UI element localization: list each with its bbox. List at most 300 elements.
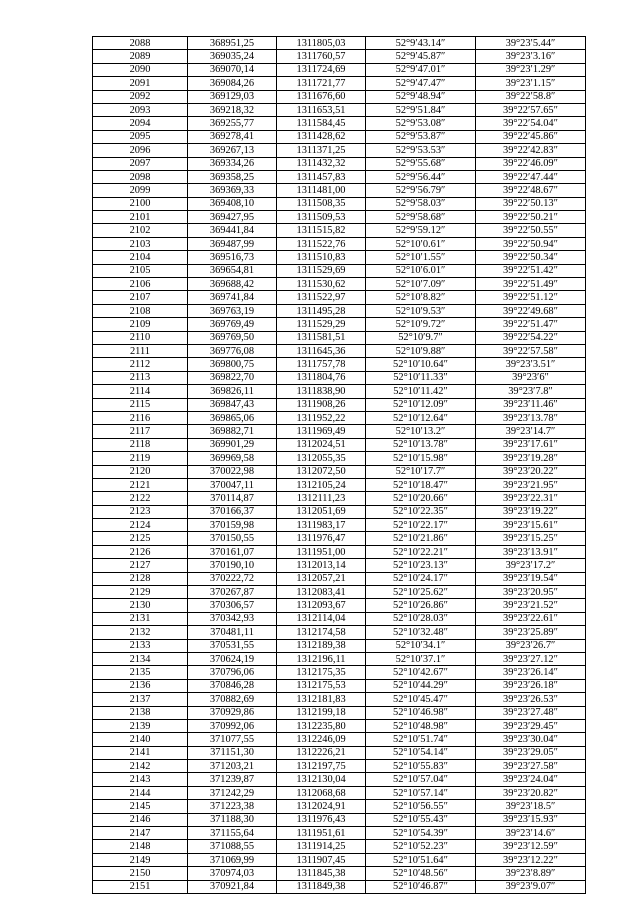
longitude-cell: 39°22′51.47″ (476, 318, 586, 331)
table-row (93, 304, 586, 317)
latitude-cell: 52°10′52.23″ (366, 840, 476, 853)
y-coordinate-cell: 1311676,60 (277, 90, 366, 103)
latitude-cell: 52°10′42.67″ (366, 666, 476, 679)
table-row (93, 827, 586, 840)
latitude-cell: 52°10′32.48″ (366, 626, 476, 639)
y-coordinate-cell: 1312105,24 (277, 478, 366, 491)
longitude-cell: 39°23′21.52″ (476, 599, 586, 612)
longitude-cell: 39°22′49.68″ (476, 304, 586, 317)
latitude-cell: 52°9′58.68″ (366, 211, 476, 224)
latitude-cell: 52°10′55.43″ (366, 813, 476, 826)
longitude-cell: 39°23′30.04″ (476, 733, 586, 746)
point-number-cell: 2135 (93, 666, 188, 679)
longitude-cell: 39°23′1.15″ (476, 77, 586, 90)
y-coordinate-cell: 1311907,45 (277, 853, 366, 866)
point-number-cell: 2120 (93, 465, 188, 478)
longitude-cell: 39°23′18.5″ (476, 800, 586, 813)
y-coordinate-cell: 1311757,78 (277, 358, 366, 371)
point-number-cell: 2103 (93, 237, 188, 250)
x-coordinate-cell: 369334,26 (188, 157, 277, 170)
point-number-cell: 2102 (93, 224, 188, 237)
point-number-cell: 2116 (93, 411, 188, 424)
table-row (93, 572, 586, 585)
table-row (93, 492, 586, 505)
x-coordinate-cell: 371151,30 (188, 746, 277, 759)
table-row (93, 532, 586, 545)
y-coordinate-cell: 1311581,51 (277, 331, 366, 344)
longitude-cell: 39°23′19.54″ (476, 572, 586, 585)
y-coordinate-cell: 1312175,53 (277, 679, 366, 692)
x-coordinate-cell: 369035,24 (188, 50, 277, 63)
longitude-cell: 39°22′51.12″ (476, 291, 586, 304)
longitude-cell: 39°23′20.82″ (476, 786, 586, 799)
latitude-cell: 52°10′28.03″ (366, 612, 476, 625)
longitude-cell: 39°23′3.16″ (476, 50, 586, 63)
x-coordinate-cell: 370481,11 (188, 626, 277, 639)
table-row (93, 77, 586, 90)
latitude-cell: 52°10′9.88″ (366, 344, 476, 357)
table-row (93, 358, 586, 371)
longitude-cell: 39°23′19.28″ (476, 452, 586, 465)
x-coordinate-cell: 370974,03 (188, 867, 277, 880)
point-number-cell: 2136 (93, 679, 188, 692)
x-coordinate-cell: 370161,07 (188, 545, 277, 558)
latitude-cell: 52°10′51.64″ (366, 853, 476, 866)
longitude-cell: 39°23′12.22″ (476, 853, 586, 866)
longitude-cell: 39°23′15.61″ (476, 519, 586, 532)
point-number-cell: 2119 (93, 452, 188, 465)
latitude-cell: 52°9′53.08″ (366, 117, 476, 130)
table-row (93, 331, 586, 344)
latitude-cell: 52°10′13.78″ (366, 438, 476, 451)
y-coordinate-cell: 1311838,90 (277, 385, 366, 398)
table-row (93, 719, 586, 732)
latitude-cell: 52°10′44.29″ (366, 679, 476, 692)
table-row (93, 652, 586, 665)
table-row (93, 144, 586, 157)
table-row (93, 639, 586, 652)
x-coordinate-cell: 369654,81 (188, 264, 277, 277)
longitude-cell: 39°22′51.49″ (476, 278, 586, 291)
x-coordinate-cell: 370150,55 (188, 532, 277, 545)
point-number-cell: 2101 (93, 211, 188, 224)
table-row (93, 599, 586, 612)
coordinates-table-body (93, 37, 586, 894)
x-coordinate-cell: 369769,50 (188, 331, 277, 344)
point-number-cell: 2118 (93, 438, 188, 451)
longitude-cell: 39°22′42.83″ (476, 144, 586, 157)
longitude-cell: 39°23′3.51″ (476, 358, 586, 371)
x-coordinate-cell: 370190,10 (188, 559, 277, 572)
latitude-cell: 52°10′48.56″ (366, 867, 476, 880)
y-coordinate-cell: 1311804,76 (277, 371, 366, 384)
y-coordinate-cell: 1311908,26 (277, 398, 366, 411)
latitude-cell: 52°10′37.1″ (366, 652, 476, 665)
point-number-cell: 2114 (93, 385, 188, 398)
latitude-cell: 52°10′48.98″ (366, 719, 476, 732)
table-row (93, 786, 586, 799)
point-number-cell: 2141 (93, 746, 188, 759)
point-number-cell: 2091 (93, 77, 188, 90)
point-number-cell: 2106 (93, 278, 188, 291)
x-coordinate-cell: 369218,32 (188, 103, 277, 116)
latitude-cell: 52°9′43.14″ (366, 37, 476, 50)
table-row (93, 63, 586, 76)
y-coordinate-cell: 1312196,11 (277, 652, 366, 665)
x-coordinate-cell: 371239,87 (188, 773, 277, 786)
x-coordinate-cell: 370166,37 (188, 505, 277, 518)
point-number-cell: 2121 (93, 478, 188, 491)
x-coordinate-cell: 369882,71 (188, 425, 277, 438)
y-coordinate-cell: 1311530,62 (277, 278, 366, 291)
x-coordinate-cell: 371242,29 (188, 786, 277, 799)
x-coordinate-cell: 369070,14 (188, 63, 277, 76)
x-coordinate-cell: 369278,41 (188, 130, 277, 143)
x-coordinate-cell: 369969,58 (188, 452, 277, 465)
longitude-cell: 39°23′21.95″ (476, 478, 586, 491)
longitude-cell: 39°23′26.14″ (476, 666, 586, 679)
table-row (93, 37, 586, 50)
x-coordinate-cell: 370882,69 (188, 693, 277, 706)
longitude-cell: 39°23′15.25″ (476, 532, 586, 545)
longitude-cell: 39°23′13.78″ (476, 411, 586, 424)
latitude-cell: 52°10′17.7″ (366, 465, 476, 478)
x-coordinate-cell: 371069,99 (188, 853, 277, 866)
table-row (93, 157, 586, 170)
point-number-cell: 2123 (93, 505, 188, 518)
table-row (93, 50, 586, 63)
table-row (93, 278, 586, 291)
table-row (93, 224, 586, 237)
point-number-cell: 2094 (93, 117, 188, 130)
table-row (93, 411, 586, 424)
x-coordinate-cell: 369865,06 (188, 411, 277, 424)
y-coordinate-cell: 1312174,58 (277, 626, 366, 639)
longitude-cell: 39°22′57.65″ (476, 103, 586, 116)
latitude-cell: 52°10′20.66″ (366, 492, 476, 505)
y-coordinate-cell: 1312057,21 (277, 572, 366, 585)
longitude-cell: 39°23′11.46″ (476, 398, 586, 411)
point-number-cell: 2100 (93, 197, 188, 210)
y-coordinate-cell: 1312083,41 (277, 586, 366, 599)
x-coordinate-cell: 369129,03 (188, 90, 277, 103)
longitude-cell: 39°23′1.29″ (476, 63, 586, 76)
y-coordinate-cell: 1311724,69 (277, 63, 366, 76)
latitude-cell: 52°10′25.62″ (366, 586, 476, 599)
x-coordinate-cell: 371155,64 (188, 827, 277, 840)
point-number-cell: 2113 (93, 371, 188, 384)
longitude-cell: 39°23′14.6″ (476, 827, 586, 840)
y-coordinate-cell: 1311515,82 (277, 224, 366, 237)
x-coordinate-cell: 369358,25 (188, 170, 277, 183)
y-coordinate-cell: 1312051,69 (277, 505, 366, 518)
point-number-cell: 2126 (93, 545, 188, 558)
x-coordinate-cell: 371203,21 (188, 760, 277, 773)
table-row (93, 237, 586, 250)
table-row (93, 586, 586, 599)
y-coordinate-cell: 1312093,67 (277, 599, 366, 612)
x-coordinate-cell: 371077,55 (188, 733, 277, 746)
longitude-cell: 39°23′20.22″ (476, 465, 586, 478)
latitude-cell: 52°10′22.17″ (366, 519, 476, 532)
latitude-cell: 52°10′46.87″ (366, 880, 476, 893)
point-number-cell: 2108 (93, 304, 188, 317)
table-row (93, 666, 586, 679)
table-row (93, 679, 586, 692)
y-coordinate-cell: 1311976,47 (277, 532, 366, 545)
point-number-cell: 2129 (93, 586, 188, 599)
y-coordinate-cell: 1311805,03 (277, 37, 366, 50)
x-coordinate-cell: 370022,98 (188, 465, 277, 478)
table-row (93, 813, 586, 826)
point-number-cell: 2092 (93, 90, 188, 103)
x-coordinate-cell: 369427,95 (188, 211, 277, 224)
table-row (93, 545, 586, 558)
point-number-cell: 2139 (93, 719, 188, 732)
y-coordinate-cell: 1312024,91 (277, 800, 366, 813)
latitude-cell: 52°10′22.35″ (366, 505, 476, 518)
x-coordinate-cell: 369267,13 (188, 144, 277, 157)
y-coordinate-cell: 1312199,18 (277, 706, 366, 719)
x-coordinate-cell: 368951,25 (188, 37, 277, 50)
point-number-cell: 2090 (93, 63, 188, 76)
y-coordinate-cell: 1312226,21 (277, 746, 366, 759)
x-coordinate-cell: 370267,87 (188, 586, 277, 599)
point-number-cell: 2128 (93, 572, 188, 585)
table-row (93, 559, 586, 572)
table-row (93, 130, 586, 143)
latitude-cell: 52°10′15.98″ (366, 452, 476, 465)
x-coordinate-cell: 369408,10 (188, 197, 277, 210)
point-number-cell: 2146 (93, 813, 188, 826)
x-coordinate-cell: 370342,93 (188, 612, 277, 625)
longitude-cell: 39°22′47.44″ (476, 170, 586, 183)
y-coordinate-cell: 1312068,68 (277, 786, 366, 799)
point-number-cell: 2115 (93, 398, 188, 411)
latitude-cell: 52°10′34.1″ (366, 639, 476, 652)
latitude-cell: 52°10′54.39″ (366, 827, 476, 840)
longitude-cell: 39°22′50.34″ (476, 251, 586, 264)
longitude-cell: 39°23′17.61″ (476, 438, 586, 451)
x-coordinate-cell: 370159,98 (188, 519, 277, 532)
latitude-cell: 52°9′53.87″ (366, 130, 476, 143)
x-coordinate-cell: 369516,73 (188, 251, 277, 264)
longitude-cell: 39°23′26.7″ (476, 639, 586, 652)
y-coordinate-cell: 1312189,38 (277, 639, 366, 652)
y-coordinate-cell: 1312024,51 (277, 438, 366, 451)
y-coordinate-cell: 1311760,57 (277, 50, 366, 63)
table-row (93, 465, 586, 478)
point-number-cell: 2132 (93, 626, 188, 639)
table-row (93, 773, 586, 786)
latitude-cell: 52°10′55.83″ (366, 760, 476, 773)
longitude-cell: 39°22′54.04″ (476, 117, 586, 130)
point-number-cell: 2125 (93, 532, 188, 545)
y-coordinate-cell: 1311976,43 (277, 813, 366, 826)
x-coordinate-cell: 369441,84 (188, 224, 277, 237)
latitude-cell: 52°9′55.68″ (366, 157, 476, 170)
point-number-cell: 2142 (93, 760, 188, 773)
latitude-cell: 52°10′9.53″ (366, 304, 476, 317)
point-number-cell: 2107 (93, 291, 188, 304)
table-row (93, 170, 586, 183)
latitude-cell: 52°10′56.55″ (366, 800, 476, 813)
latitude-cell: 52°10′6.01″ (366, 264, 476, 277)
latitude-cell: 52°10′24.17″ (366, 572, 476, 585)
y-coordinate-cell: 1312055,35 (277, 452, 366, 465)
longitude-cell: 39°23′22.61″ (476, 612, 586, 625)
point-number-cell: 2117 (93, 425, 188, 438)
point-number-cell: 2095 (93, 130, 188, 143)
longitude-cell: 39°23′17.2″ (476, 559, 586, 572)
y-coordinate-cell: 1311951,61 (277, 827, 366, 840)
y-coordinate-cell: 1311432,32 (277, 157, 366, 170)
point-number-cell: 2138 (93, 706, 188, 719)
longitude-cell: 39°23′22.31″ (476, 492, 586, 505)
y-coordinate-cell: 1312175,35 (277, 666, 366, 679)
x-coordinate-cell: 370114,87 (188, 492, 277, 505)
x-coordinate-cell: 370624,19 (188, 652, 277, 665)
table-row (93, 478, 586, 491)
latitude-cell: 52°9′53.53″ (366, 144, 476, 157)
point-number-cell: 2122 (93, 492, 188, 505)
x-coordinate-cell: 370929,86 (188, 706, 277, 719)
x-coordinate-cell: 369741,84 (188, 291, 277, 304)
latitude-cell: 52°10′26.86″ (366, 599, 476, 612)
y-coordinate-cell: 1311951,00 (277, 545, 366, 558)
point-number-cell: 2099 (93, 184, 188, 197)
point-number-cell: 2109 (93, 318, 188, 331)
longitude-cell: 39°23′12.59″ (476, 840, 586, 853)
latitude-cell: 52°9′45.87″ (366, 50, 476, 63)
x-coordinate-cell: 369769,49 (188, 318, 277, 331)
x-coordinate-cell: 369901,29 (188, 438, 277, 451)
table-row (93, 117, 586, 130)
latitude-cell: 52°9′47.01″ (366, 63, 476, 76)
y-coordinate-cell: 1312013,14 (277, 559, 366, 572)
table-row (93, 626, 586, 639)
x-coordinate-cell: 369763,19 (188, 304, 277, 317)
point-number-cell: 2088 (93, 37, 188, 50)
point-number-cell: 2096 (93, 144, 188, 157)
longitude-cell: 39°22′51.42″ (476, 264, 586, 277)
table-row (93, 184, 586, 197)
point-number-cell: 2143 (93, 773, 188, 786)
table-row (93, 90, 586, 103)
latitude-cell: 52°9′51.84″ (366, 103, 476, 116)
latitude-cell: 52°10′51.74″ (366, 733, 476, 746)
table-row (93, 693, 586, 706)
table-row (93, 867, 586, 880)
y-coordinate-cell: 1311845,38 (277, 867, 366, 880)
latitude-cell: 52°10′23.13″ (366, 559, 476, 572)
x-coordinate-cell: 369822,70 (188, 371, 277, 384)
x-coordinate-cell: 371188,30 (188, 813, 277, 826)
x-coordinate-cell: 369084,26 (188, 77, 277, 90)
point-number-cell: 2145 (93, 800, 188, 813)
longitude-cell: 39°23′24.04″ (476, 773, 586, 786)
latitude-cell: 52°10′12.64″ (366, 411, 476, 424)
latitude-cell: 52°9′56.44″ (366, 170, 476, 183)
table-row (93, 760, 586, 773)
x-coordinate-cell: 371088,55 (188, 840, 277, 853)
x-coordinate-cell: 369847,43 (188, 398, 277, 411)
y-coordinate-cell: 1311645,36 (277, 344, 366, 357)
longitude-cell: 39°23′25.89″ (476, 626, 586, 639)
longitude-cell: 39°23′13.91″ (476, 545, 586, 558)
y-coordinate-cell: 1311952,22 (277, 411, 366, 424)
longitude-cell: 39°23′27.12″ (476, 652, 586, 665)
longitude-cell: 39°23′29.45″ (476, 719, 586, 732)
table-row (93, 385, 586, 398)
y-coordinate-cell: 1311529,29 (277, 318, 366, 331)
point-number-cell: 2104 (93, 251, 188, 264)
x-coordinate-cell: 369255,77 (188, 117, 277, 130)
table-row (93, 344, 586, 357)
y-coordinate-cell: 1311428,62 (277, 130, 366, 143)
y-coordinate-cell: 1312111,23 (277, 492, 366, 505)
latitude-cell: 52°10′54.14″ (366, 746, 476, 759)
point-number-cell: 2134 (93, 652, 188, 665)
y-coordinate-cell: 1311849,38 (277, 880, 366, 893)
latitude-cell: 52°9′47.47″ (366, 77, 476, 90)
longitude-cell: 39°23′26.18″ (476, 679, 586, 692)
y-coordinate-cell: 1311481,00 (277, 184, 366, 197)
y-coordinate-cell: 1311510,83 (277, 251, 366, 264)
y-coordinate-cell: 1312181,83 (277, 693, 366, 706)
y-coordinate-cell: 1312130,04 (277, 773, 366, 786)
point-number-cell: 2110 (93, 331, 188, 344)
longitude-cell: 39°23′26.53″ (476, 693, 586, 706)
point-number-cell: 2093 (93, 103, 188, 116)
x-coordinate-cell: 370047,11 (188, 478, 277, 491)
latitude-cell: 52°10′21.86″ (366, 532, 476, 545)
table-row (93, 853, 586, 866)
latitude-cell: 52°10′18.47″ (366, 478, 476, 491)
point-number-cell: 2112 (93, 358, 188, 371)
table-row (93, 880, 586, 893)
table-row (93, 840, 586, 853)
latitude-cell: 52°10′22.21″ (366, 545, 476, 558)
table-row (93, 612, 586, 625)
y-coordinate-cell: 1312197,75 (277, 760, 366, 773)
y-coordinate-cell: 1311969,49 (277, 425, 366, 438)
latitude-cell: 52°9′58.03″ (366, 197, 476, 210)
latitude-cell: 52°9′59.12″ (366, 224, 476, 237)
y-coordinate-cell: 1311371,25 (277, 144, 366, 157)
longitude-cell: 39°23′8.89″ (476, 867, 586, 880)
longitude-cell: 39°22′48.67″ (476, 184, 586, 197)
longitude-cell: 39°23′5.44″ (476, 37, 586, 50)
latitude-cell: 52°10′13.2″ (366, 425, 476, 438)
y-coordinate-cell: 1312246,09 (277, 733, 366, 746)
table-row (93, 264, 586, 277)
latitude-cell: 52°9′56.79″ (366, 184, 476, 197)
point-number-cell: 2105 (93, 264, 188, 277)
y-coordinate-cell: 1312235,80 (277, 719, 366, 732)
x-coordinate-cell: 370306,57 (188, 599, 277, 612)
latitude-cell: 52°10′11.33″ (366, 371, 476, 384)
x-coordinate-cell: 370992,06 (188, 719, 277, 732)
table-row (93, 398, 586, 411)
latitude-cell: 52°10′9.7″ (366, 331, 476, 344)
longitude-cell: 39°23′9.07″ (476, 880, 586, 893)
longitude-cell: 39°23′14.7″ (476, 425, 586, 438)
y-coordinate-cell: 1311522,97 (277, 291, 366, 304)
longitude-cell: 39°22′57.58″ (476, 344, 586, 357)
y-coordinate-cell: 1311495,28 (277, 304, 366, 317)
longitude-cell: 39°22′50.94″ (476, 237, 586, 250)
